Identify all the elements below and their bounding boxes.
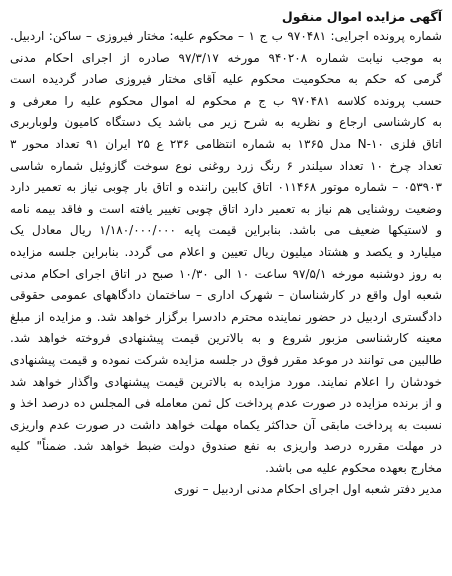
notice-title: آگهی مزایده اموال منقول (281, 9, 442, 24)
notice-line: شعبه اول واقع در کارشناسان – شهرک اداری – ساختمان دادگاههای عمومی حقوقی (10, 288, 442, 303)
notice-line: خودشان را اعلام نمایند. مورد مزایده به بالاترین قیمت پیشنهادی واگذار خواهد شد (10, 374, 442, 389)
notice-line: اتاق فلزی ۱۰-N مدل ۱۳۶۵ به شماره انتظامی ۲۳۶ ع ۲۵ ایران ۹۱ تعداد محور ۳ (10, 136, 442, 151)
notice-signature: مدیر دفتر شعبه اول اجرای احکام مدنی اردبیل – نوری (174, 482, 442, 497)
notice-line: شماره پرونده اجرایی: ۹۷۰۴۸۱ ب ج ۱ – محکوم علیه: مختار فیروزی – ساکن: اردبیل. (10, 29, 442, 43)
notice-line: دادگستری اردبیل در حضور نماینده محترم دادسرا برگزار خواهد شد. و مزایده از مبلغ (10, 309, 442, 324)
notice-line: به موجب نیابت شماره ۹۴۰۲۰۸ مورخه ۹۷/۳/۱۷ صادره از اجرای احکام مدنی (10, 50, 442, 65)
notice-line: به کارشناسی ارجاع و نظریه به شرح زیر می باشد یک دستگاه کامیون ولوباربری (10, 115, 442, 130)
notice-line: طالبین می توانند در موعد مقرر فوق در جلسه مزایده شرکت نموده و قیمت پیشنهادی (10, 352, 442, 367)
notice-line: به روز دوشنبه مورخه ۹۷/۵/۱ ساعت ۱۰ الی ۱۰/۳۰ صبح در اتاق اجرای احکام مدنی (10, 266, 442, 281)
notice-line: معینه کارشناسی مزبور شروع و به بالاترین قیمت پیشنهادی فروخته خواهد شد. (10, 331, 442, 346)
notice-line: و لاستیکها ضعیف می باشد. بنابراین قیمت پایه ۱/۱۸۰/۰۰۰/۰۰۰ ریال معادل یک (10, 223, 442, 238)
notice-line: تعداد چرخ ۱۰ تعداد سیلندر ۶ رنگ زرد روغنی نوع سوخت گازوئیل شماره شاسی (10, 158, 442, 173)
notice-line: گرمی که حکم به محکومیت محکوم علیه آقای مختار فیروزی صادر گردیده است (10, 72, 442, 87)
notice-line: در مهلت مقرره درصد واریزی به نفع صندوق دولت ضبط خواهد شد. ضمناً" کلیه (10, 439, 442, 454)
notice-line: و از برنده مزایده در صورت عدم پرداخت کل ثمن معامله فی المجلس ده درصد اخذ و (10, 396, 442, 411)
notice-line: حسب پرونده کلاسه ۹۷۰۴۸۱ ب ج م محکوم له اموال محکوم علیه را معرفی و (10, 93, 442, 108)
notice-line: نسبت به پرداخت مابقی آن حداکثر یکماه مهلت خواهد داشت در صورت عدم واریزی (10, 417, 442, 432)
notice-line: میلیارد و یکصد و هشتاد میلیون ریال تعیین و اعلام می گردد. بنابراین جلسه مزایده (10, 244, 442, 259)
notice-line: وضعیت روشنایی هم نیاز به تعمیر دارد اتاق چوبی تغییر یافته است و فاقد بیمه نامه (10, 201, 442, 216)
notice-line: مخارج بعهده محکوم علیه می باشد. (265, 460, 442, 475)
notice-line: ۰۵۳۹۰۳ – شماره موتور ۰۱۱۴۶۸ اتاق کابین راننده و اتاق بار چوبی نیاز به تعمیر دارد (10, 180, 442, 195)
